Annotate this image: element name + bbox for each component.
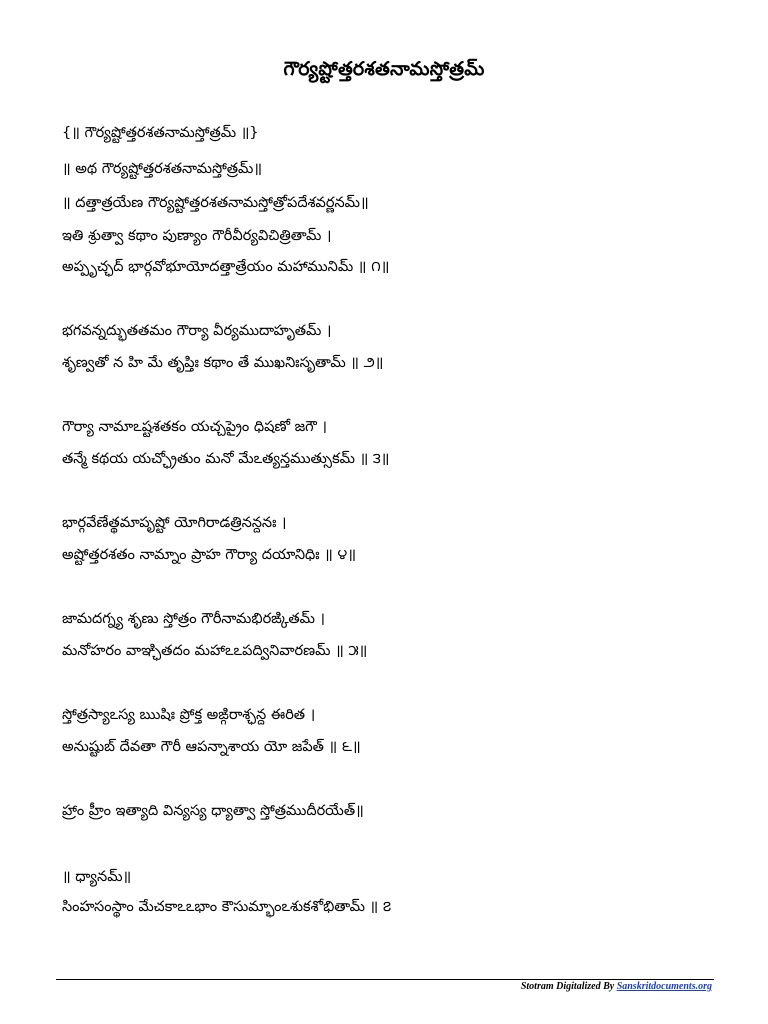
text-line: అష్టోత్తరశతం నామ్నాం ప్రాహ గౌర్యా దయానిధిః ॥ ౪॥ [62, 547, 357, 563]
text-line: మనోహరం వాఞ్ఛితదం మహాఽఽపద్వినివారణమ్ ॥ ౫॥ [62, 643, 368, 659]
text-line: ॥ ధ్యానమ్॥ [62, 869, 132, 885]
text-line: ॥ అథ గౌర్యష్టోత్తరశతనామస్తోత్రమ్॥ [62, 161, 263, 177]
footer-link[interactable]: Sanskritdocuments.org [616, 981, 712, 992]
footer-divider [56, 979, 714, 980]
text-line: భార్గవేణేత్థమాపృష్టో యోగిరాడత్రినన్దనః । [62, 515, 287, 531]
text-line: గౌర్యా నామాఽష్టశతకం యచ్చప్రైం ధిషణో జగౌ । [62, 419, 327, 435]
text-line: {॥ గౌర్యష్టోత్తరశతనామస్తోత్రమ్ ॥} [62, 125, 259, 141]
text-line: జామదగ్న్య శృణు స్తోత్రం గౌరీనామభిరఙ్కితమ్ । [62, 611, 326, 627]
footer-prefix: Stotram Digitalized By [520, 981, 617, 992]
text-line: అనుష్టుబ్ దేవతా గౌరీ ఆపన్నాశాయ యో జపేత్ ॥ ౬॥ [62, 739, 361, 755]
text-line: సింహసంస్థాం మేచకాఽఽభాం కౌసుమ్భాంఽశుకశోభితామ్ ॥ ౭ [62, 899, 392, 915]
text-line: అప్పృచ్ఛద్ భార్గవోభూయోదత్తాత్రేయం మహామునిమ్ ॥ ౧॥ [62, 259, 390, 275]
text-line: శృణ్వతో న హి మే తృప్తిః కథాం తే ముఖనిఃసృతామ్ ॥ ౨॥ [62, 355, 384, 371]
footer-credit [521, 981, 712, 992]
text-line: హ్రాం హ్రీం ఇత్యాది విన్యస్య ధ్యాత్వా స్తోత్రముదీరయేత్॥ [62, 803, 364, 819]
text-line: ఇతి శ్రుత్వా కథాం పుణ్యాం గౌరీవీర్యవిచిత్రితామ్ । [62, 228, 332, 244]
text-line: భగవన్నద్భుతతమం గౌర్యా వీర్యముదాహృతమ్ । [62, 323, 332, 339]
text-line: ॥ దత్తాత్రయేణ గౌర్యష్టోత్తరశతనామస్తోత్రోపదేశవర్ణనమ్॥ [62, 195, 369, 211]
page-title: గౌర్యష్టోత్తరశతనామస్తోత్రమ్ [283, 58, 485, 80]
text-line: స్తోత్రస్యాఽస్య ఋషిః ప్రోక్త అఙ్గిరాశ్ఛన్ద ఈరిత । [62, 707, 316, 723]
text-line: తన్మే కథయ యచ్ఛ్రోతుం మనో మేఽత్యన్తముత్సుకమ్ ॥ ౩॥ [62, 451, 390, 467]
